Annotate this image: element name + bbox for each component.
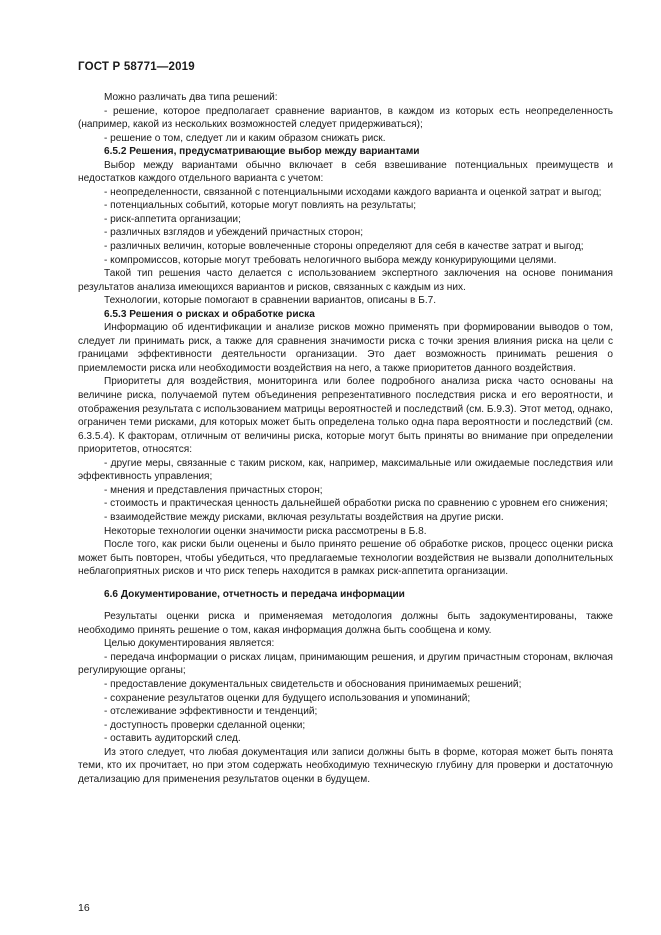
list-item: - другие меры, связанные с таким риском, как, например, максимальные или ожидаемые последствия или эффективность управления;	[78, 457, 613, 483]
paragraph: Приоритеты для воздействия, мониторинга или более подробного анализа риска часто основаны на величине риска, получаемой путем объединения репрезентативного последствия риска и его вероятности, и отображения результата с использованием матрицы вероятностей и последствий (см. Б.9.3). Этот метод, однако, ограничен теми рисками, для которых может быть определена только одна пара вероятности и последствий (см. 6.3.5.4). К факторам, отличным от величины риска, которые могут быть приняты во внимание при определении приоритетов, относятся:	[78, 376, 613, 456]
list-item: - неопределенности, связанной с потенциальными исходами каждого варианта и оценкой затрат и выгод;	[104, 186, 602, 198]
paragraph: Выбор между вариантами обычно включает в себя взвешивание потенциальных преимуществ и недостатков каждого отдельного варианта с учетом:	[78, 159, 613, 185]
list-item: - взаимодействие между рисками, включая результаты воздействия на другие риски.	[104, 511, 504, 523]
paragraph: Технологии, которые помогают в сравнении вариантов, описаны в Б.7.	[104, 295, 437, 307]
paragraph: Результаты оценки риска и применяемая методология должны быть задокументированы, также необходимо принять решение о том, какая информация должна быть сообщена и кому.	[78, 611, 613, 636]
document-body	[78, 91, 613, 786]
list-item: - мнения и представления причастных сторон;	[104, 484, 323, 496]
paragraph: Такой тип решения часто делается с использованием экспертного заключения на основе понимания результатов анализа имеющихся вариантов и рисков, связанных с каждым из них.	[78, 268, 613, 293]
list-item: - риск-аппетита организации;	[104, 213, 241, 225]
list-item: - решение, которое предполагает сравнение вариантов, в каждом из которых есть неопределенность (например, какой из нескольких возможностей следует придерживаться);	[78, 105, 613, 131]
list-item: - сохранение результатов оценки для будущего использования и упоминаний;	[104, 692, 471, 704]
paragraph: Целью документирования является:	[104, 638, 275, 650]
section-heading: 6.5.3 Решения о рисках и обработке риска	[104, 308, 315, 320]
list-item: - компромиссов, которые могут требовать нелогичного выбора между конкурирующими целями.	[104, 254, 557, 266]
list-item: - потенциальных событий, которые могут повлиять на результаты;	[104, 200, 417, 212]
paragraph: Из этого следует, что любая документация или записи должны быть в форме, которая может быть понята теми, кто их прочитает, но при этом содержать необходимую техническую глубину для проверки и достаточную детализацию для применения результатов оценки в будущем.	[78, 746, 613, 785]
section-heading: 6.5.2 Решения, предусматривающие выбор между вариантами	[104, 146, 420, 158]
paragraph: Информацию об идентификации и анализе рисков можно применять при формировании выводов о том, следует ли принимать риск, а также для сравнения значимости риска с точки зрения влияния риска на цели с границами эффективности деятельности организации. Это дает возможность принимать решения о приемлемости риска или необходимости воздействия на него, а также приоритетов данного воздействия.	[78, 322, 613, 374]
list-item: - доступность проверки сделанной оценки;	[104, 719, 306, 731]
list-item: - различных взглядов и убеждений причастных сторон;	[104, 227, 364, 239]
list-item: - передача информации о рисках лицам, принимающим решения, и другим причастным сторонам, включая регулирующие органы;	[78, 651, 613, 677]
paragraph: Некоторые технологии оценки значимости риска рассмотрены в Б.8.	[104, 525, 427, 537]
list-item: - решение о том, следует ли и каким образом снижать риск.	[104, 132, 386, 144]
page-number: 16	[78, 902, 90, 914]
list-item: - предоставление документальных свидетельств и обоснования принимаемых решений;	[104, 678, 522, 690]
paragraph: После того, как риски были оценены и было принято решение об обработке рисков, процесс оценки риска может быть повторен, чтобы убедиться, что предлагаемые технологии воздействия не вызвали дополнительных неблагоприятных рисков и что риск теперь находится в рамках риск-аппетита организации.	[78, 539, 613, 578]
list-item: - оставить аудиторский след.	[104, 733, 241, 745]
list-item: - отслеживание эффективности и тенденций;	[104, 706, 318, 718]
paragraph: Можно различать два типа решений:	[104, 92, 278, 103]
list-item: - стоимость и практическая ценность дальнейшей обработки риска по сравнению с уровнем его снижения;	[104, 498, 608, 510]
document-header: ГОСТ Р 58771—2019	[78, 61, 195, 73]
list-item: - различных величин, которые вовлеченные стороны определяют для себя в качестве затрат и выгод;	[104, 241, 584, 253]
section-heading: 6.6 Документирование, отчетность и передача информации	[104, 588, 405, 600]
